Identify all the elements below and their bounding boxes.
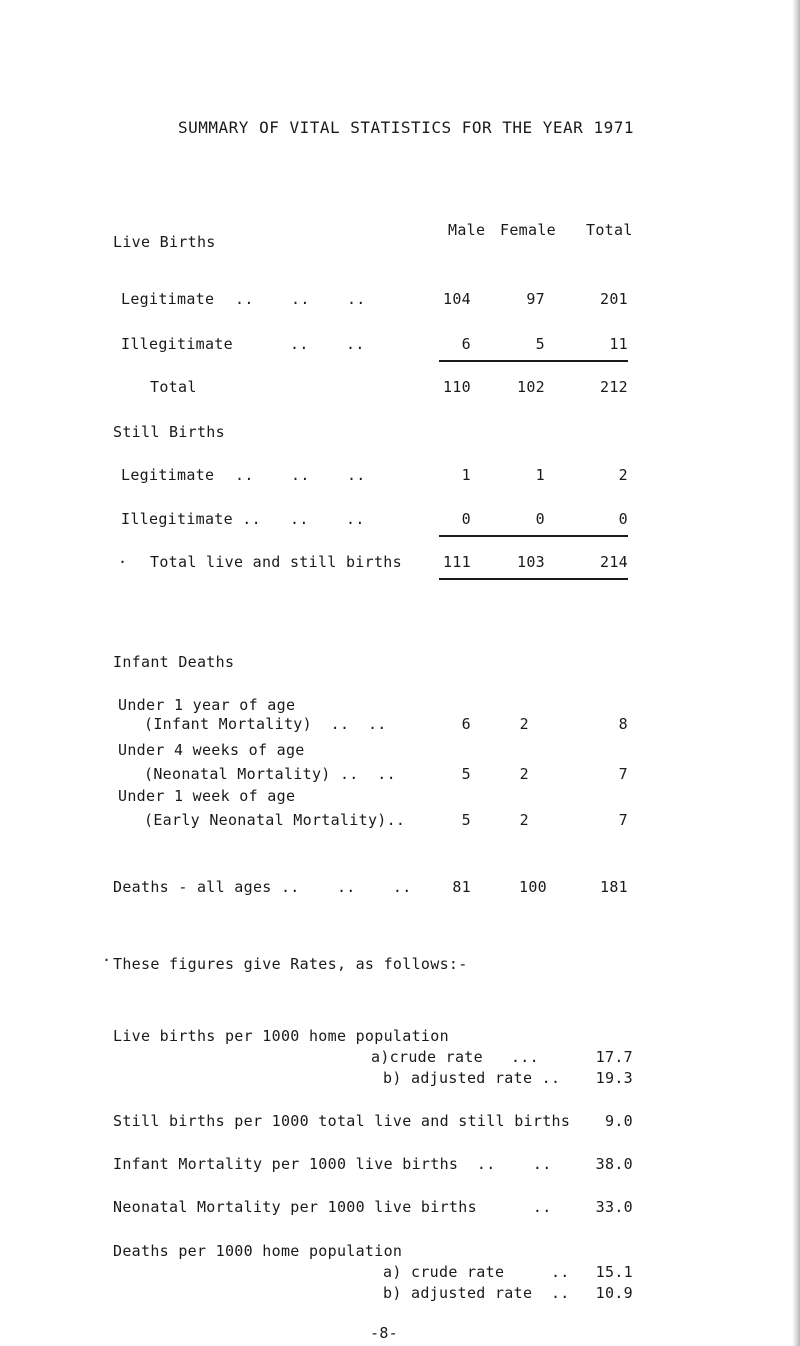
row-sublabel: (Infant Mortality) .. .. [144, 715, 387, 733]
row-label: Legitimate [121, 290, 215, 308]
rate-label: b) adjusted rate .. [383, 1069, 561, 1087]
rate-value: 19.3 [595, 1069, 633, 1087]
male-value: 6 [461, 335, 471, 353]
page-number: -8- [370, 1324, 398, 1342]
row-leaders: .. .. [290, 335, 365, 353]
row-label: Legitimate [121, 466, 215, 484]
row-sublabel: (Early Neonatal Mortality).. [144, 811, 406, 829]
grand-total-rule [439, 578, 628, 580]
page-title: SUMMARY OF VITAL STATISTICS FOR THE YEAR 1971 [178, 118, 634, 137]
rate-label: Infant Mortality per 1000 live births .. .. [113, 1155, 552, 1173]
rate-label: Still births per 1000 total live and still births [113, 1112, 571, 1130]
row-label: Under 4 weeks of age [118, 741, 305, 759]
still-births-heading: Still Births [113, 423, 225, 441]
row-leaders: .. .. .. [235, 466, 366, 484]
rate-value: 10.9 [595, 1284, 633, 1302]
female-value: 103 [517, 553, 545, 571]
row-leaders: .. .. .. [235, 290, 366, 308]
total-value: 7 [618, 811, 628, 829]
subtotal-rule [439, 360, 628, 362]
male-value: 81 [452, 878, 471, 896]
row-leaders: .. .. [290, 510, 365, 528]
male-value: 5 [461, 765, 471, 783]
live-births-rate-heading: Live births per 1000 home population [113, 1027, 449, 1045]
total-label: Total [150, 378, 197, 396]
rates-intro: These figures give Rates, as follows:- [113, 955, 468, 973]
row-label: Illegitimate .. [121, 510, 261, 528]
female-value: 97 [526, 290, 545, 308]
male-value: 1 [461, 466, 471, 484]
rate-label: a)crude rate ... [371, 1048, 539, 1066]
total-value: 0 [618, 510, 628, 528]
female-value: 2 [519, 765, 529, 783]
column-header-male: Male [448, 221, 486, 239]
column-header-total: Total [586, 221, 633, 239]
male-value: 0 [461, 510, 471, 528]
total-value: 11 [609, 335, 628, 353]
rate-value: 33.0 [595, 1198, 633, 1216]
rate-value: 9.0 [605, 1112, 633, 1130]
bullet-dot: · [102, 951, 112, 969]
rate-value: 15.1 [595, 1263, 633, 1281]
infant-deaths-heading: Infant Deaths [113, 653, 235, 671]
female-value: 2 [519, 715, 529, 733]
subtotal-rule [439, 535, 628, 537]
rate-value: 38.0 [595, 1155, 633, 1173]
rate-label: a) crude rate .. [383, 1263, 570, 1281]
column-header-female: Female [500, 221, 556, 239]
rate-label: Neonatal Mortality per 1000 live births .. [113, 1198, 552, 1216]
live-births-heading: Live Births [113, 233, 216, 251]
female-value: 5 [535, 335, 545, 353]
male-value: 111 [443, 553, 471, 571]
total-value: 2 [618, 466, 628, 484]
male-value: 5 [461, 811, 471, 829]
total-value: 212 [600, 378, 628, 396]
deaths-rate-heading: Deaths per 1000 home population [113, 1242, 403, 1260]
total-value: 8 [618, 715, 628, 733]
total-value: 201 [600, 290, 628, 308]
row-label: Deaths - all ages .. .. .. [113, 878, 412, 896]
rate-label: b) adjusted rate .. [383, 1284, 570, 1302]
male-value: 104 [443, 290, 471, 308]
scan-edge [792, 0, 800, 1346]
female-value: 1 [535, 466, 545, 484]
total-value: 7 [618, 765, 628, 783]
row-sublabel: (Neonatal Mortality) .. .. [144, 765, 396, 783]
female-value: 100 [519, 878, 547, 896]
rate-value: 17.7 [595, 1048, 633, 1066]
total-value: 181 [600, 878, 628, 896]
female-value: 0 [535, 510, 545, 528]
total-label: Total live and still births [150, 553, 402, 571]
row-label: Under 1 year of age [118, 696, 296, 714]
male-value: 110 [443, 378, 471, 396]
row-label: Under 1 week of age [118, 787, 296, 805]
bullet-dot: · [118, 553, 128, 571]
male-value: 6 [461, 715, 471, 733]
total-value: 214 [600, 553, 628, 571]
female-value: 102 [517, 378, 545, 396]
row-label: Illegitimate [121, 335, 233, 353]
female-value: 2 [519, 811, 529, 829]
